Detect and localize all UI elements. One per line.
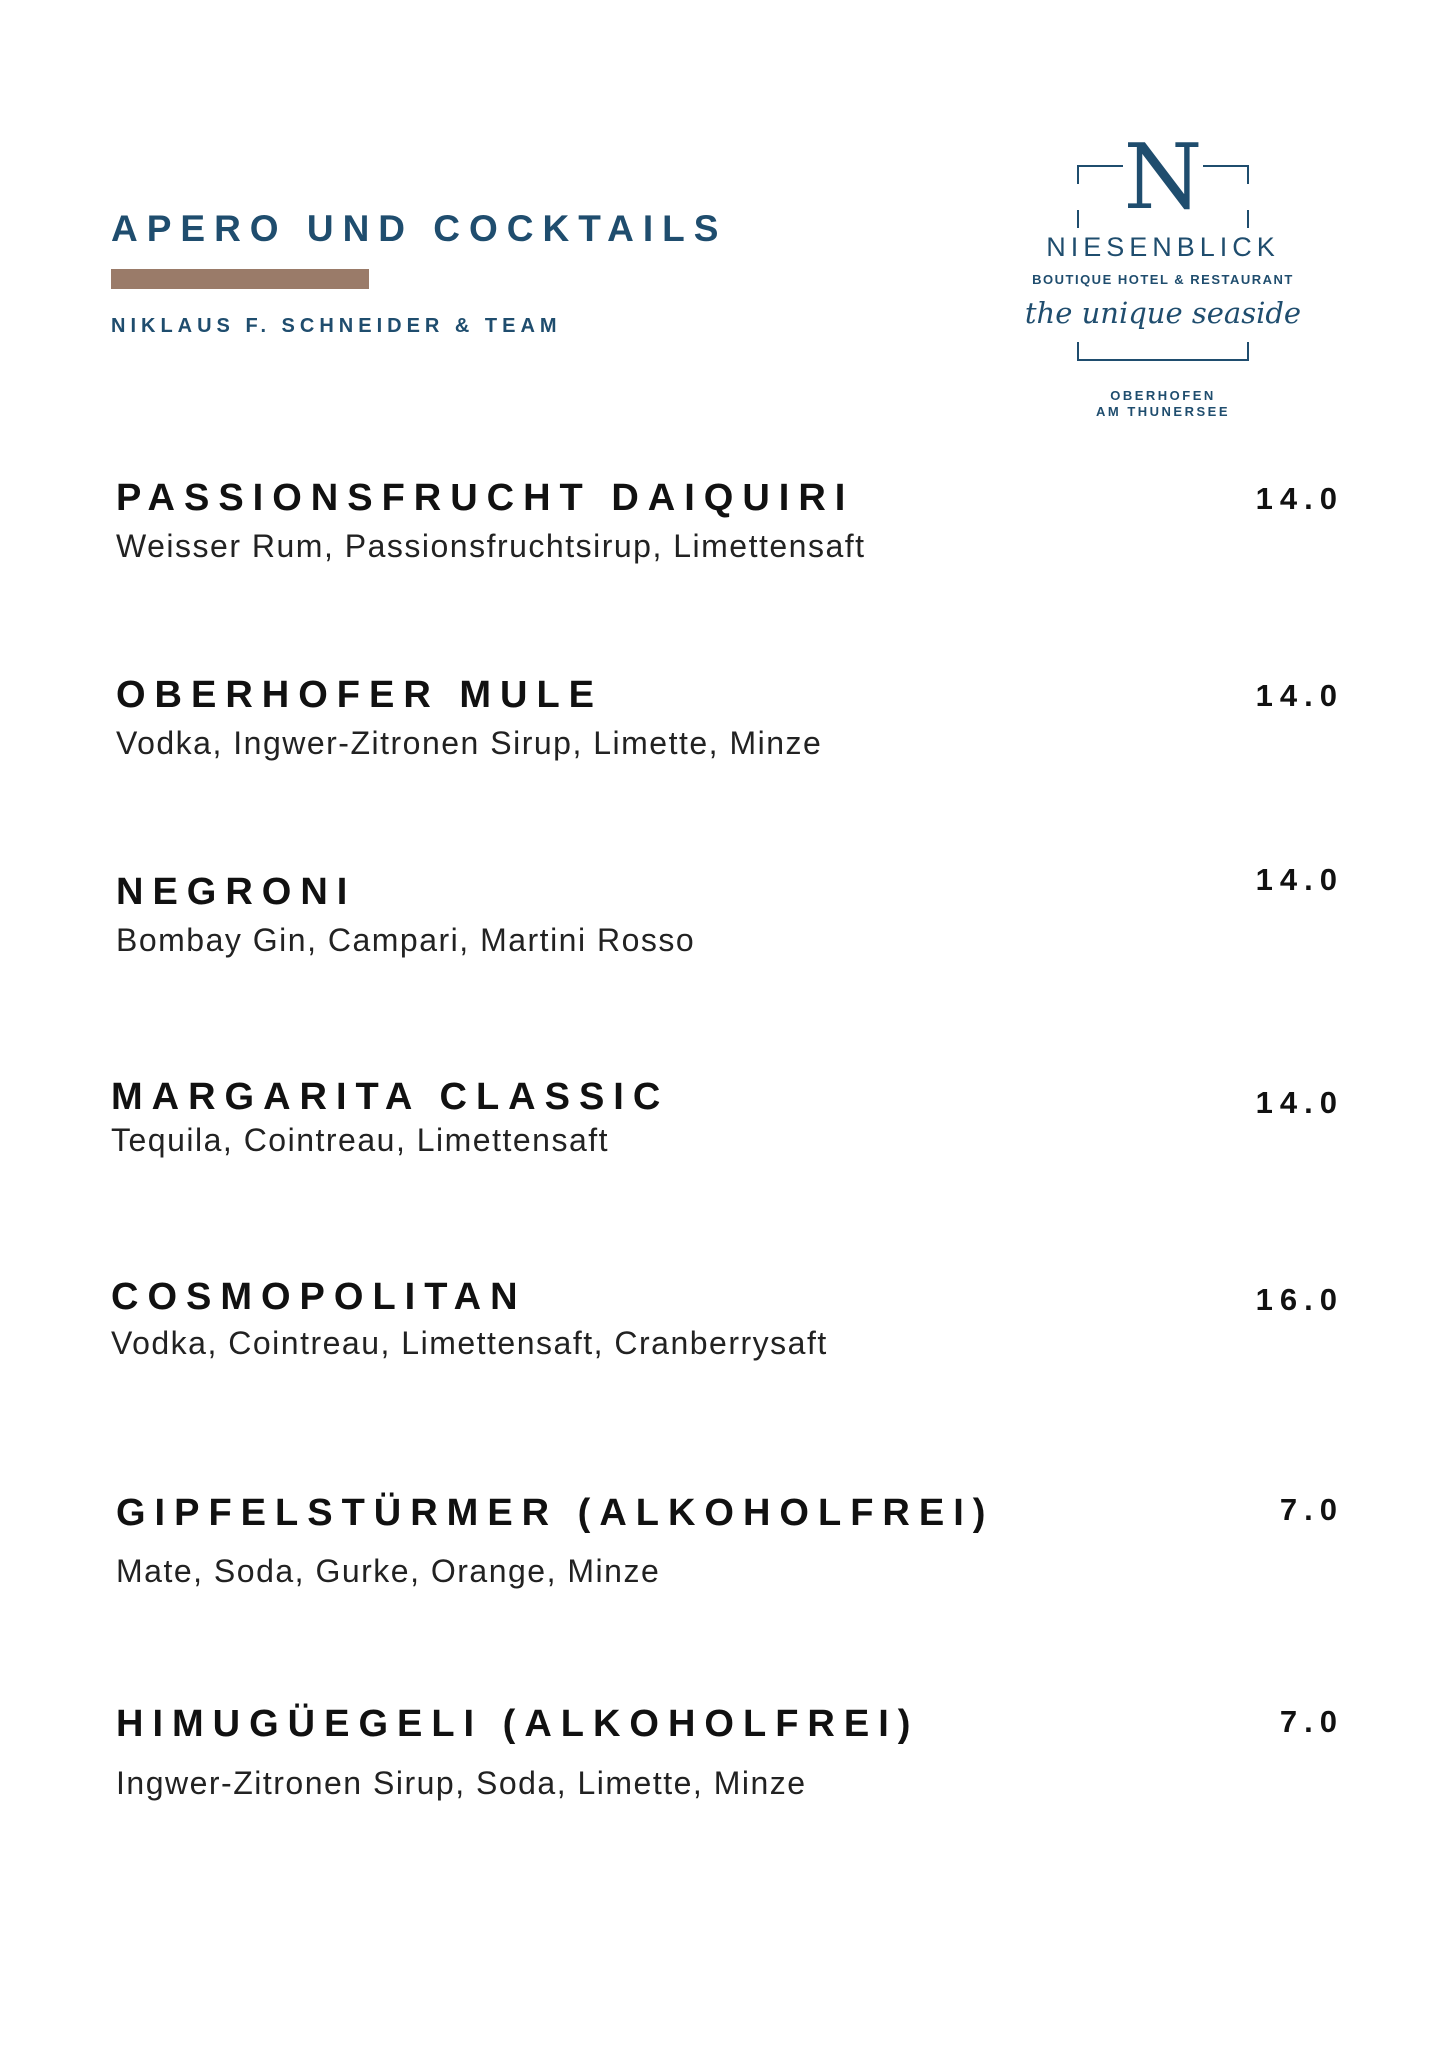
item-name: COSMOPOLITAN <box>111 1276 527 1318</box>
item-price: 14.0 <box>1255 1085 1344 1120</box>
logo-location <box>998 388 1328 420</box>
hotel-logo <box>998 125 1328 426</box>
menu-title: APERO UND COCKTAILS <box>111 208 728 249</box>
item-name: HIMUGÜEGELI (ALKOHOLFREI) <box>116 1703 920 1745</box>
item-price: 7.0 <box>1279 1704 1344 1739</box>
item-description: Vodka, Cointreau, Limettensaft, Cranberrysaft <box>111 1325 828 1361</box>
item-name: MARGARITA CLASSIC <box>111 1076 670 1118</box>
item-price: 16.0 <box>1255 1282 1344 1317</box>
item-description: Ingwer-Zitronen Sirup, Soda, Limette, Minze <box>116 1765 807 1801</box>
item-name: NEGRONI <box>116 871 357 913</box>
item-name: PASSIONSFRUCHT DAIQUIRI <box>116 477 855 519</box>
item-price: 7.0 <box>1279 1492 1344 1527</box>
logo-subtitle: BOUTIQUE HOTEL & RESTAURANT <box>1032 272 1294 287</box>
logo-location-line1: OBERHOFEN <box>1110 388 1216 403</box>
logo-tagline: the unique seaside <box>1024 296 1302 330</box>
item-price: 14.0 <box>1255 481 1344 516</box>
item-name: GIPFELSTÜRMER (ALKOHOLFREI) <box>116 1492 995 1534</box>
logo-name: NIESENBLICK <box>1046 232 1280 262</box>
item-description: Mate, Soda, Gurke, Orange, Minze <box>116 1553 661 1589</box>
item-price: 14.0 <box>1255 862 1344 897</box>
logo-location-line2: AM THUNERSEE <box>1095 404 1230 419</box>
item-description: Tequila, Cointreau, Limettensaft <box>111 1122 610 1158</box>
accent-bar <box>111 269 369 289</box>
item-description: Vodka, Ingwer-Zitronen Sirup, Limette, Minze <box>116 725 823 761</box>
item-description: Weisser Rum, Passionsfruchtsirup, Limettensaft <box>116 528 866 564</box>
logo-letter: N <box>1123 125 1203 230</box>
item-name: OBERHOFER MULE <box>116 674 603 716</box>
menu-author: NIKLAUS F. SCHNEIDER & TEAM <box>111 315 562 337</box>
item-price: 14.0 <box>1255 678 1344 713</box>
item-description: Bombay Gin, Campari, Martini Rosso <box>116 922 696 958</box>
